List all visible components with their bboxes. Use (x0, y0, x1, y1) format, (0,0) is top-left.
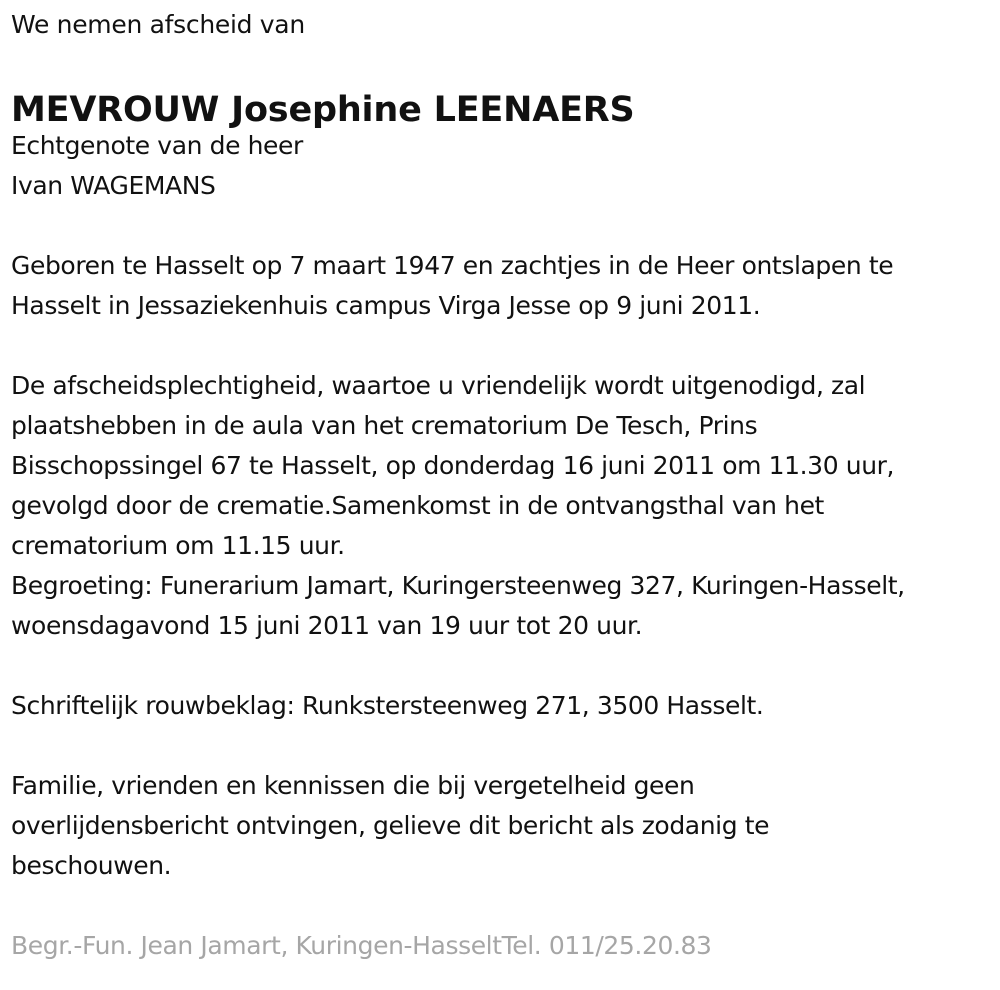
deceased-name: MEVROUW Josephine LEENAERS (11, 90, 635, 130)
birth-line: Geboren te Hasselt op 7 maart 1947 en zachtjes in de Heer ontslapen te (11, 251, 894, 280)
birth-line: Hasselt in Jessaziekenhuis campus Virga Jesse op 9 juni 2011. (11, 291, 761, 320)
funeral-home-footer: Begr.-Fun. Jean Jamart, Kuringen-HasseltTel. 011/25.20.83 (11, 931, 712, 960)
ceremony-line: woensdagavond 15 juni 2011 van 19 uur tot 20 uur. (11, 611, 643, 640)
ceremony-line: crematorium om 11.15 uur. (11, 531, 345, 560)
ceremony-paragraph (11, 366, 1000, 646)
family-line: beschouwen. (11, 851, 172, 880)
family-line: overlijdensbericht ontvingen, gelieve dit bericht als zodanig te (11, 811, 770, 840)
family-line: Familie, vrienden en kennissen die bij vergetelheid geen (11, 771, 695, 800)
condolence-line: Schriftelijk rouwbeklag: Runkstersteenweg 271, 3500 Hasselt. (11, 691, 764, 720)
ceremony-line: Bisschopssingel 67 te Hasselt, op donderdag 16 juni 2011 om 11.30 uur, (11, 451, 895, 480)
spouse-info (11, 126, 1000, 206)
ceremony-line: De afscheidsplechtigheid, waartoe u vriendelijk wordt uitgenodigd, zal (11, 371, 866, 400)
birth-paragraph (11, 246, 1000, 326)
family-paragraph (11, 766, 1000, 886)
ceremony-line: Begroeting: Funerarium Jamart, Kuringersteenweg 327, Kuringen-Hasselt, (11, 571, 905, 600)
intro-text: We nemen afscheid van (11, 10, 305, 39)
spouse-line: Echtgenote van de heer (11, 131, 303, 160)
ceremony-line: plaatshebben in de aula van het crematorium De Tesch, Prins (11, 411, 758, 440)
ceremony-line: gevolgd door de crematie.Samenkomst in de ontvangsthal van het (11, 491, 824, 520)
condolence-paragraph (11, 686, 1000, 726)
spouse-line: Ivan WAGEMANS (11, 171, 216, 200)
